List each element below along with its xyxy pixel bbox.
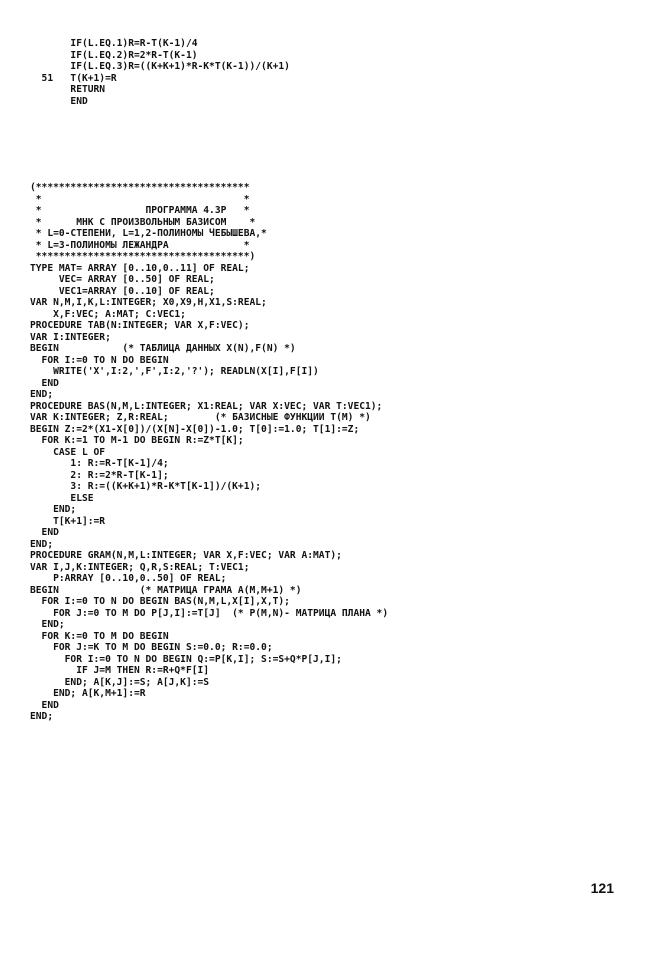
code-line: WRITE('X',I:2,',F',I:2,'?'); READLN(X[I],F[I])	[30, 366, 319, 377]
code-line: IF(L.EQ.2)R=2*R-T(K-1)	[30, 49, 198, 61]
code-line: FOR K:=1 TO M-1 DO BEGIN R:=Z*T[K];	[30, 435, 244, 446]
code-line: BEGIN (* ТАБЛИЦА ДАННЫХ X(N),F(N) *)	[30, 343, 296, 354]
code-line: END;	[30, 711, 54, 722]
code-line: END; A[K,J]:=S; A[J,K]:=S	[30, 676, 210, 688]
code-line: VEC1=ARRAY [0..10] OF REAL;	[30, 285, 215, 297]
code-line: * L=0-СТЕПЕНИ, L=1,2-ПОЛИНОМЫ ЧЕБЫШЕВА,*	[30, 228, 267, 239]
code-line: 2: R:=2*R-T[K-1];	[30, 469, 169, 481]
code-line: FOR I:=0 TO N DO BEGIN Q:=P[K,I]; S:=S+Q*P[J,I];	[30, 653, 342, 665]
code-line: *************************************)	[30, 251, 256, 262]
code-line: END	[30, 95, 88, 107]
code-line: X,F:VEC; A:MAT; C:VEC1;	[30, 308, 186, 320]
code-line: BEGIN (* МАТРИЦА ГРАМА A(M,M+1) *)	[30, 584, 302, 596]
code-line: VAR I,J,K:INTEGER; Q,R,S:REAL; T:VEC1;	[30, 561, 250, 573]
code-line: PROCEDURE TAB(N:INTEGER; VAR X,F:VEC);	[30, 320, 250, 331]
code-line: END; A[K,M+1]:=R	[30, 688, 146, 699]
code-line: FOR K:=0 TO M DO BEGIN	[30, 630, 169, 642]
code-line: VEC= ARRAY [0..50] OF REAL;	[30, 274, 215, 285]
code-line: END	[30, 699, 59, 711]
code-line: T[K+1]:=R	[30, 515, 106, 527]
code-line: END;	[30, 504, 77, 515]
code-line: FOR I:=0 TO N DO BEGIN BAS(N,M,L,X[I],X,T);	[30, 596, 290, 607]
fortran-code-listing	[30, 38, 290, 107]
code-line: (*************************************	[30, 182, 250, 193]
code-line: PROCEDURE GRAM(N,M,L:INTEGER; VAR X,F:VEC; VAR A:MAT);	[30, 550, 342, 561]
code-line: VAR K:INTEGER; Z,R:REAL; (* БАЗИСНЫЕ ФУНКЦИИ T(M) *)	[30, 412, 371, 423]
code-line: * L=3-ПОЛИНОМЫ ЛЕЖАНДРА *	[30, 239, 250, 251]
code-line: * МНК С ПРОИЗВОЛЬНЫМ БАЗИСОМ *	[30, 216, 256, 228]
code-line: 1: R:=R-T[K-1]/4;	[30, 458, 169, 469]
code-line: FOR J:=K TO M DO BEGIN S:=0.0; R:=0.0;	[30, 642, 273, 653]
code-line: IF(L.EQ.3)R=((K+K+1)*R-K*T(K-1))/(K+1)	[30, 61, 290, 72]
code-line: BEGIN Z:=2*(X1-X[0])/(X[N]-X[0])-1.0; T[0]:=1.0; T[1]:=Z;	[30, 423, 360, 435]
code-line: P:ARRAY [0..10,0..50] OF REAL;	[30, 573, 227, 584]
code-line: TYPE MAT= ARRAY [0..10,0..11] OF REAL;	[30, 262, 250, 274]
code-line: PROCEDURE BAS(N,M,L:INTEGER; X1:REAL; VAR X:VEC; VAR T:VEC1);	[30, 400, 383, 412]
code-line: END;	[30, 619, 65, 630]
code-line: END;	[30, 389, 54, 400]
code-line: VAR I:INTEGER;	[30, 331, 111, 343]
code-line: RETURN	[30, 84, 106, 95]
code-line: ELSE	[30, 492, 94, 504]
code-line: END;	[30, 538, 54, 550]
code-line: IF(L.EQ.1)R=R-T(K-1)/4	[30, 38, 198, 49]
code-line: 51 T(K+1)=R	[30, 72, 117, 84]
code-line: 3: R:=((K+K+1)*R-K*T[K-1])/(K+1);	[30, 481, 262, 492]
code-line: * *	[30, 193, 250, 205]
code-line: IF J=M THEN R:=R+Q*F[I]	[30, 665, 210, 676]
page-number: 121	[590, 880, 614, 896]
code-line: FOR J:=0 TO M DO P[J,I]:=T[J] (* P(M,N)- МАТРИЦА ПЛАНА *)	[30, 607, 389, 619]
code-line: FOR I:=0 TO N DO BEGIN	[30, 354, 169, 366]
code-line: CASE L OF	[30, 446, 106, 458]
code-line: VAR N,M,I,K,L:INTEGER; X0,X9,H,X1,S:REAL;	[30, 297, 267, 308]
pascal-program-listing	[30, 182, 388, 723]
code-line: END	[30, 527, 59, 538]
code-line: END	[30, 377, 59, 389]
code-line: * ПРОГРАММА 4.3Р *	[30, 205, 250, 216]
